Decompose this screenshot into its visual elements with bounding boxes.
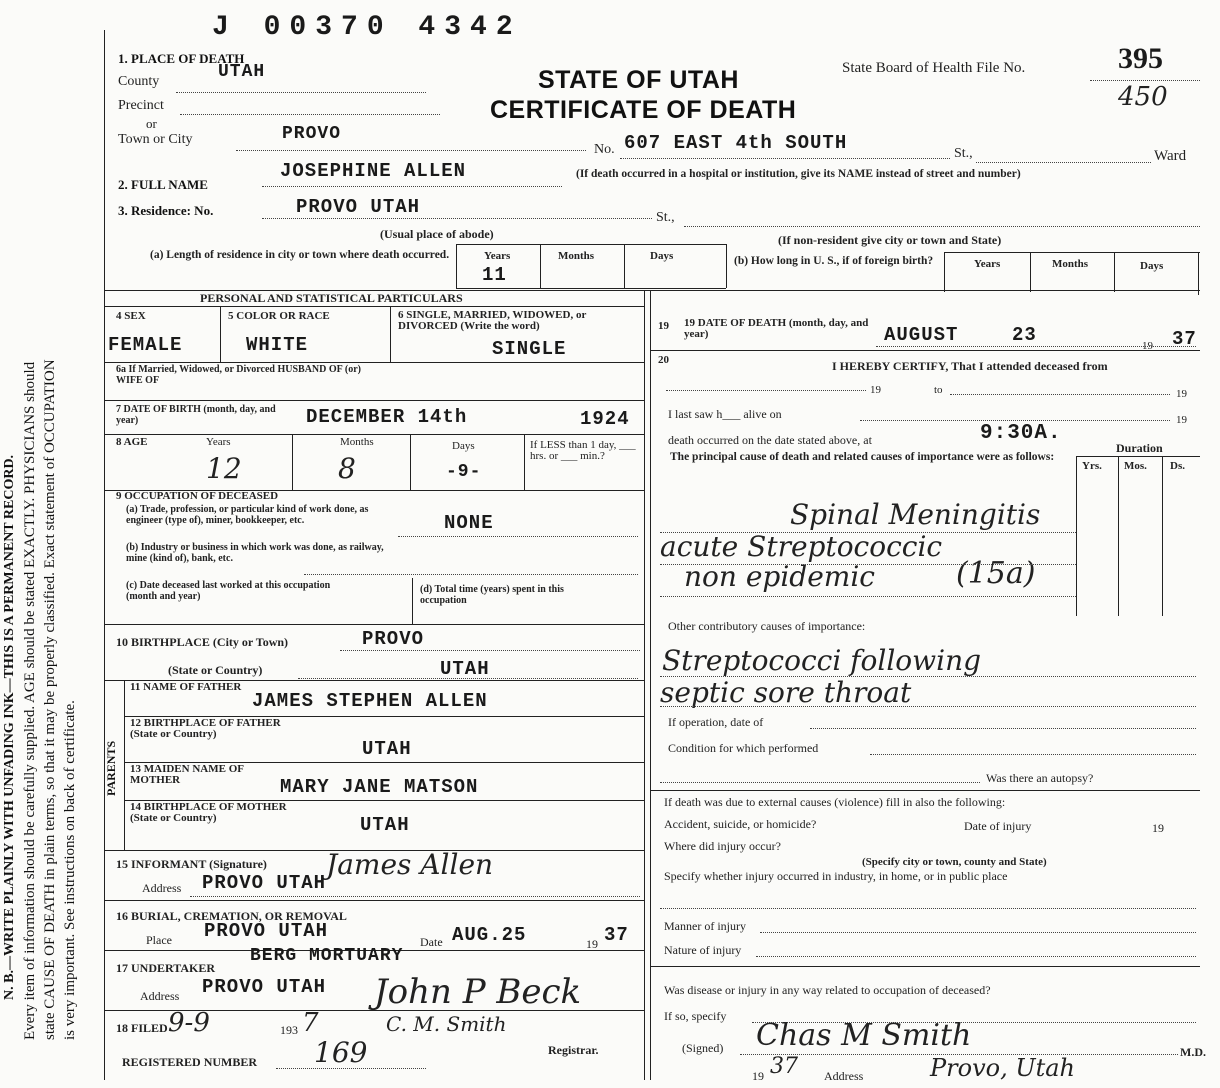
last-saw-line	[860, 420, 1170, 421]
md-label: M.D.	[1180, 1045, 1206, 1059]
sign-address-label: Address	[824, 1069, 864, 1083]
res-years-header: Years	[484, 250, 511, 262]
duration-yrs: Yrs.	[1082, 460, 1102, 472]
registrar-label: Registrar.	[548, 1043, 599, 1057]
us-days-header: Days	[1140, 260, 1164, 272]
nature-line	[756, 956, 1196, 957]
file-number-label: State Board of Health File No.	[842, 60, 1026, 76]
marital-value: SINGLE	[492, 338, 567, 360]
other-line-a	[660, 676, 1196, 677]
age-days-value: -9-	[446, 462, 482, 482]
side-note-line-4: is very important. See instructions on back of certificate.	[62, 700, 78, 1040]
condition-line	[870, 754, 1196, 755]
file-number-line	[1090, 80, 1200, 81]
burial-year-prefix: 19	[586, 937, 598, 951]
color-divider	[390, 306, 391, 362]
death-year-prefix: 19	[1142, 340, 1153, 352]
other-cause-2: septic sore throat	[660, 676, 912, 709]
file-number: 395	[1118, 42, 1163, 75]
condition-label: Condition for which performed	[668, 741, 819, 755]
husband-row-bottom	[104, 400, 644, 401]
ward-label: Ward	[1154, 148, 1187, 164]
certify-yr-1: 19	[870, 384, 881, 396]
full-name-label: 2. FULL NAME	[118, 177, 208, 192]
informant-address-label: Address	[142, 881, 182, 895]
filed-year-prefix: 193	[280, 1023, 298, 1037]
sex-row-bottom	[104, 362, 644, 363]
occupation-a-line	[398, 536, 638, 537]
other-line-b	[660, 706, 1196, 707]
sign-address: Provo, Utah	[930, 1054, 1075, 1082]
birthplace-city-line	[340, 650, 640, 651]
file-number-handwritten: 450	[1118, 82, 1168, 112]
father-birthplace: UTAH	[362, 738, 412, 760]
street-st-label: St.,	[954, 146, 973, 161]
autopsy-label: Was there an autopsy?	[986, 771, 1094, 785]
birthplace-state: UTAH	[440, 658, 490, 680]
related-label: Was disease or injury in any way related to occupation of deceased?	[664, 983, 991, 997]
filed-year: 7	[302, 1008, 319, 1038]
dob-value: DECEMBER 14th	[306, 406, 468, 428]
informant-label: 15 INFORMANT (Signature)	[116, 857, 267, 871]
age-years-value: 12	[206, 452, 242, 485]
residence-value: PROVO UTAH	[296, 196, 421, 218]
informant-address: PROVO UTAH	[202, 872, 327, 894]
death-year: 37	[1172, 328, 1197, 350]
operation-line	[810, 728, 1196, 729]
occupation-d-label: (d) Total time (years) spent in this occupation	[420, 584, 564, 606]
color-label: 5 COLOR OR RACE	[228, 310, 330, 322]
occupation-cd-div	[412, 578, 413, 624]
personal-heading: PERSONAL AND STATISTICAL PARTICULARS	[200, 291, 463, 305]
us-months-header: Months	[1052, 258, 1089, 270]
autopsy-line	[660, 782, 980, 783]
side-note-warning: N. B.—WRITE PLAINLY WITH UNFADING INK—THIS IS A PERMANENT RECORD.	[2, 454, 17, 1000]
duration-div-3	[1162, 456, 1163, 616]
serial-number: J 00370 4342	[212, 12, 522, 43]
registrar-signature: C. M. Smith	[386, 1012, 507, 1036]
length-residence-label: (a) Length of residence in city or town where death occurred.	[150, 249, 450, 261]
town-value: PROVO	[282, 124, 342, 144]
accident-label: Accident, suicide, or homicide?	[664, 817, 817, 831]
sex-value: FEMALE	[108, 334, 183, 356]
informant-signature: James Allen	[326, 848, 494, 881]
full-name-line	[262, 186, 562, 187]
death-date-label: 19 DATE OF DEATH (month, day, and year)	[684, 317, 869, 340]
residence-line-2	[684, 226, 1200, 227]
husband-label: 6a If Married, Widowed, or Divorced HUSBAND OF (or) WIFE OF	[116, 364, 361, 386]
certify-line-2	[950, 394, 1170, 395]
undertaker-name: BERG MORTUARY	[250, 946, 404, 966]
cause-line-1: Spinal Meningitis	[790, 498, 1041, 531]
father-name: JAMES STEPHEN ALLEN	[252, 690, 488, 712]
us-box-div-1	[944, 252, 945, 292]
other-causes-label: Other contributory causes of importance:	[668, 619, 866, 633]
personal-heading-line	[104, 306, 644, 307]
dob-row-bottom	[104, 434, 644, 435]
informant-bottom	[104, 900, 644, 901]
cause-line-3: non epidemic	[684, 560, 875, 593]
specify-where-line	[660, 908, 1196, 909]
hospital-note: (If death occurred in a hospital or institution, give its NAME instead of street and number)	[576, 168, 1021, 180]
age-div-1	[292, 434, 293, 490]
where-injury-label: Where did injury occur?	[664, 839, 781, 853]
residence-st-label: St.,	[656, 210, 675, 225]
manner-label: Manner of injury	[664, 919, 746, 933]
reg-number-line	[276, 1068, 426, 1069]
precinct-label: Precinct	[118, 98, 164, 113]
occupation-a-label: (a) Trade, profession, or particular kind of work done, as engineer (type of), miner, bookkeeper, etc.	[126, 504, 369, 526]
death-time: 9:30A.	[980, 422, 1062, 445]
res-days-header: Days	[650, 250, 674, 262]
cause-line-c	[660, 596, 1076, 597]
occupation-c-label: (c) Date deceased last worked at this occupation (month and year)	[126, 580, 331, 602]
specify-city-label: (Specify city or town, county and State)	[862, 856, 1047, 868]
age-days-header: Days	[452, 440, 475, 452]
death-date-line	[876, 346, 1196, 347]
father-birthplace-label: 12 BIRTHPLACE OF FATHER (State or Country)	[130, 717, 281, 740]
column-divider	[650, 290, 651, 1080]
certify-text: I HEREBY CERTIFY, That I attended deceased from	[832, 359, 1108, 373]
certificate-title: CERTIFICATE OF DEATH	[490, 96, 797, 124]
res-box-bottom	[456, 288, 726, 289]
duration-label: Duration	[1116, 441, 1163, 455]
informant-address-line	[190, 896, 640, 897]
last-saw-label: I last saw h___ alive on	[668, 407, 782, 421]
duration-div-2	[1118, 456, 1119, 616]
injury-year-prefix: 19	[1152, 821, 1164, 835]
us-residence-label: (b) How long in U. S., if of foreign birth?	[734, 255, 934, 267]
death-day: 23	[1012, 324, 1037, 346]
mother-birthplace: UTAH	[360, 814, 410, 836]
undertaker-label: 17 UNDERTAKER	[116, 961, 216, 975]
street-value: 607 EAST 4th SOUTH	[624, 132, 848, 154]
duration-div-1	[1076, 456, 1077, 616]
certify-line-1	[666, 390, 866, 391]
sign-year: 37	[770, 1054, 798, 1079]
town-label: Town or City	[118, 132, 193, 147]
burial-date: AUG.25	[452, 924, 527, 946]
certify-to-label: to	[934, 384, 943, 396]
parents-label: PARENTS	[104, 740, 118, 796]
external-top	[650, 790, 1200, 791]
age-years-header: Years	[206, 436, 231, 448]
occupation-b-label: (b) Industry or business in which work was done, as railway, mine (kind of), bank, etc.	[126, 542, 384, 564]
undertaker-address: PROVO UTAH	[202, 976, 327, 998]
dob-label: 7 DATE OF BIRTH (month, day, and year)	[116, 404, 276, 426]
registered-number-label: REGISTERED NUMBER	[122, 1055, 258, 1069]
ward-line	[976, 162, 1151, 163]
state-title: STATE OF UTAH	[538, 66, 739, 94]
death-date-num: 19	[658, 320, 669, 332]
dob-year: 1924	[580, 408, 630, 430]
place-of-death-label: 1. PLACE OF DEATH	[118, 51, 245, 66]
residence-line	[262, 218, 652, 219]
occupation-bottom	[104, 624, 644, 625]
physician-signature: Chas M Smith	[756, 1018, 972, 1053]
birthplace-label: 10 BIRTHPLACE (City or Town)	[116, 635, 289, 649]
last-saw-yr: 19	[1176, 414, 1187, 426]
injury-date-label: Date of injury	[964, 819, 1032, 833]
if-so-label: If so, specify	[664, 1009, 727, 1023]
related-top	[650, 966, 1200, 967]
specify-where-label: Specify whether injury occurred in industry, in home, or in public place	[664, 869, 1008, 883]
undertaker-signature: John P Beck	[374, 972, 582, 1012]
less-than-label: If LESS than 1 day, ___ hrs. or ___ min.?	[530, 439, 636, 462]
age-label: 8 AGE	[116, 436, 148, 448]
parents-divider	[124, 680, 125, 850]
nature-label: Nature of injury	[664, 943, 742, 957]
street-no-label: No.	[594, 142, 615, 157]
birthplace-city: PROVO	[362, 628, 425, 650]
age-div-2	[410, 434, 411, 490]
street-line	[620, 158, 950, 159]
death-month: AUGUST	[884, 324, 959, 346]
burial-place-label: Place	[146, 933, 172, 947]
or-label: or	[146, 116, 157, 131]
cause-line-2: acute Streptococcic	[660, 530, 943, 563]
burial-label: 16 BURIAL, CREMATION, OR REMOVAL	[116, 909, 347, 923]
birthplace-state-line	[298, 678, 638, 679]
county-line	[176, 92, 426, 93]
external-causes-label: If death was due to external causes (violence) fill in also the following:	[664, 795, 1006, 809]
father-name-label: 11 NAME OF FATHER	[130, 681, 242, 693]
certify-num: 20	[658, 354, 669, 366]
res-box-div-1	[456, 244, 457, 288]
filed-label: 18 FILED	[116, 1021, 168, 1035]
usual-abode-note: (Usual place of abode)	[380, 227, 494, 241]
us-box-top	[944, 252, 1200, 253]
death-date-bottom	[650, 350, 1200, 351]
death-occurred-label: death occurred on the date stated above, at	[668, 433, 872, 447]
form-left-border	[104, 30, 105, 1080]
undertaker-address-label: Address	[140, 989, 180, 1003]
manner-line	[760, 932, 1196, 933]
sign-year-prefix: 19	[752, 1069, 764, 1083]
age-months-value: 8	[338, 452, 356, 485]
cause-line-b	[660, 564, 1076, 565]
registered-number: 169	[314, 1036, 368, 1069]
certify-yr-2: 19	[1176, 388, 1187, 400]
other-cause-1: Streptococci following	[662, 644, 982, 677]
precinct-line	[180, 114, 440, 115]
cause-label: The principal cause of death and related causes of importance were as follows:	[670, 451, 1055, 463]
color-value: WHITE	[246, 334, 309, 356]
marital-label: 6 SINGLE, MARRIED, WIDOWED, or DIVORCED (Write the word)	[398, 309, 587, 332]
burial-place: PROVO UTAH	[204, 920, 329, 942]
mother-name: MARY JANE MATSON	[280, 776, 479, 798]
res-box-div-3	[624, 244, 625, 288]
duration-mos: Mos.	[1124, 460, 1147, 472]
operation-label: If operation, date of	[668, 715, 764, 729]
occupation-value: NONE	[444, 512, 494, 534]
birthplace-state-label: (State or Country)	[168, 663, 263, 677]
nonresident-note: (If non-resident give city or town and State)	[778, 233, 1002, 247]
mother-birthplace-label: 14 BIRTHPLACE OF MOTHER (State or Country)	[130, 801, 287, 824]
sex-divider	[220, 306, 221, 362]
cause-line-a	[660, 532, 1076, 533]
res-years-value: 11	[482, 264, 507, 286]
column-divider-inner	[644, 290, 645, 1080]
cause-code: (15a)	[956, 556, 1036, 591]
occupation-label: 9 OCCUPATION OF DECEASED	[116, 490, 279, 502]
age-div-3	[524, 434, 525, 490]
duration-ds: Ds.	[1170, 460, 1185, 472]
burial-year: 37	[604, 924, 629, 946]
res-box-div-2	[540, 244, 541, 288]
res-box-top	[456, 244, 726, 245]
occupation-b-line	[304, 574, 638, 575]
us-box-div-3	[1114, 252, 1115, 292]
sex-label: 4 SEX	[116, 310, 146, 322]
town-line	[236, 150, 586, 151]
res-box-div-4	[726, 244, 727, 288]
county-label: County	[118, 74, 160, 89]
us-box-div-4	[1198, 252, 1199, 292]
res-months-header: Months	[558, 250, 595, 262]
signed-label: (Signed)	[682, 1041, 724, 1055]
mother-name-label: 13 MAIDEN NAME OF MOTHER	[130, 763, 244, 786]
side-note-line-3: state CAUSE OF DEATH in plain terms, so that it may be properly classified. Exact statement of OCCUPATION	[42, 359, 58, 1040]
age-months-header: Months	[340, 436, 374, 448]
burial-date-label: Date	[420, 935, 443, 949]
filed-date: 9-9	[168, 1008, 210, 1038]
county-value: UTAH	[218, 62, 266, 82]
duration-top	[1076, 456, 1200, 457]
us-box-div-2	[1030, 252, 1031, 292]
residence-label: 3. Residence: No.	[118, 203, 214, 218]
us-years-header: Years	[974, 258, 1001, 270]
full-name-value: JOSEPHINE ALLEN	[280, 160, 467, 182]
side-note-line-2: Every item of information should be carefully supplied. AGE should be stated EXACTLY. PHYSICIANS should	[22, 361, 38, 1040]
